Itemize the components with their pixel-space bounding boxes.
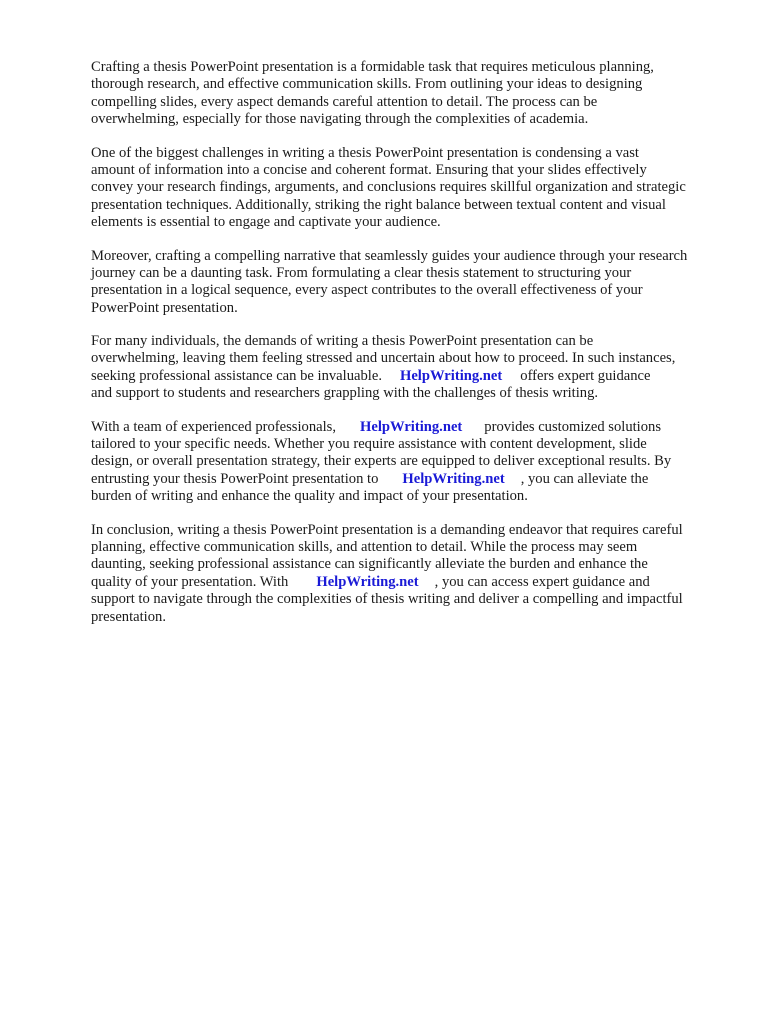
text-segment: quality of your presentation. With — [91, 573, 289, 590]
document-page — [91, 59, 731, 626]
text-line: presentation in a logical sequence, every aspect contributes to the overall effectiveness of your — [91, 282, 643, 299]
paragraph-team — [91, 419, 731, 506]
text-line: overwhelming, especially for those navigating through the complexities of academia. — [91, 111, 589, 128]
text-segment: provides customized solutions — [484, 418, 662, 435]
helpwriting-link[interactable]: HelpWriting.net — [399, 367, 503, 384]
text-line: planning, effective communication skills, and attention to detail. While the process may seem — [91, 538, 638, 555]
text-line: journey can be a daunting task. From formulating a clear thesis statement to structuring your — [91, 264, 632, 281]
text-line: presentation. — [91, 608, 166, 625]
paragraph-intro — [91, 59, 731, 129]
text-line: amount of information into a concise and coherent format. Ensuring that your slides effectively — [91, 161, 647, 178]
text-line: presentation techniques. Additionally, striking the right balance between textual content and visual — [91, 196, 666, 213]
text-segment: offers expert guidance — [520, 367, 651, 384]
text-segment: With a team of experienced professionals, — [91, 418, 336, 435]
text-line: compelling slides, every aspect demands careful attention to detail. The process can be — [91, 93, 598, 110]
helpwriting-link[interactable]: HelpWriting.net — [402, 470, 505, 487]
text-line: convey your research findings, arguments, and conclusions requires skillful organization and strategic — [91, 179, 686, 196]
paragraph-narrative — [91, 248, 731, 318]
text-line: elements is essential to engage and captivate your audience. — [91, 214, 441, 231]
text-segment: entrusting your thesis PowerPoint presentation to — [91, 470, 379, 487]
text-line: burden of writing and enhance the quality and impact of your presentation. — [91, 488, 528, 505]
text-line: tailored to your specific needs. Whether you require assistance with content development, slide — [91, 436, 647, 453]
helpwriting-link[interactable]: HelpWriting.net — [359, 418, 463, 435]
paragraph-assistance — [91, 333, 731, 403]
text-line: Moreover, crafting a compelling narrative that seamlessly guides your audience through your research — [91, 247, 688, 264]
paragraph-conclusion — [91, 522, 731, 626]
text-line: support to navigate through the complexities of thesis writing and deliver a compelling and impactful — [91, 591, 683, 608]
paragraph-challenges — [91, 145, 731, 232]
text-line-with-link — [91, 574, 731, 591]
text-line: daunting, seeking professional assistance can significantly alleviate the burden and enhance the — [91, 556, 648, 573]
text-line-with-link — [91, 419, 731, 436]
text-line-with-link — [91, 471, 731, 488]
text-line: and support to students and researchers grappling with the challenges of thesis writing. — [91, 385, 599, 402]
text-line: PowerPoint presentation. — [91, 299, 238, 316]
text-line: Crafting a thesis PowerPoint presentation is a formidable task that requires meticulous planning, — [91, 59, 654, 75]
text-segment: seeking professional assistance can be invaluable. — [91, 367, 382, 384]
text-line: overwhelming, leaving them feeling stressed and uncertain about how to proceed. In such instances, — [91, 350, 676, 367]
text-segment: , you can access expert guidance and — [434, 573, 650, 590]
text-line: design, or overall presentation strategy, their experts are equipped to deliver exceptional results. By — [91, 453, 672, 470]
text-line-with-link — [91, 368, 731, 385]
text-line: thorough research, and effective communication skills. From outlining your ideas to designing — [91, 76, 643, 93]
text-line: For many individuals, the demands of writing a thesis PowerPoint presentation can be — [91, 333, 594, 350]
text-line: In conclusion, writing a thesis PowerPoint presentation is a demanding endeavor that requires careful — [91, 521, 683, 538]
helpwriting-link[interactable]: HelpWriting.net — [316, 573, 419, 590]
text-line: One of the biggest challenges in writing a thesis PowerPoint presentation is condensing a vast — [91, 144, 639, 161]
text-segment: , you can alleviate the — [520, 470, 649, 487]
